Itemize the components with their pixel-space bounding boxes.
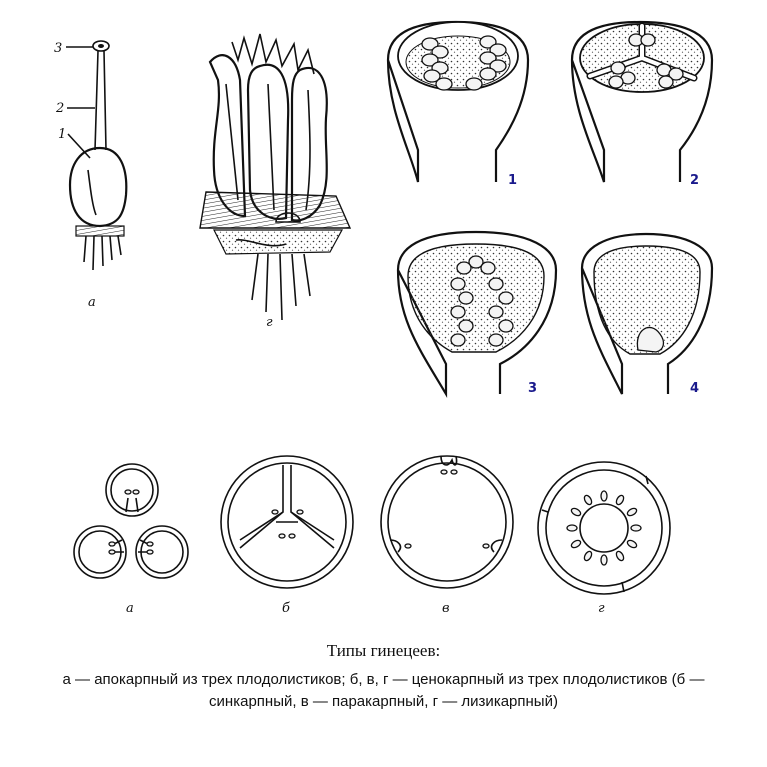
cross-section-syncarpous xyxy=(221,456,353,616)
pistil-label-ovary: 1 xyxy=(58,127,67,142)
panel-letter-pistil: а xyxy=(88,295,96,310)
ovary-section-1 xyxy=(388,22,528,188)
ovary-number-4: 4 xyxy=(690,381,700,396)
section-letter-a: а xyxy=(126,601,134,616)
ovary-section-2 xyxy=(572,22,712,188)
section-letter-g: г xyxy=(598,601,605,616)
caption-title: Типы гинецеев: xyxy=(326,641,441,660)
ovary-number-3: 3 xyxy=(528,381,538,396)
ovary-number-2: 2 xyxy=(690,173,700,188)
panel-letter-flower: г xyxy=(266,315,273,330)
section-letter-v: в xyxy=(442,601,450,616)
ovary-section-3 xyxy=(398,232,556,396)
cross-section-paracarpous xyxy=(381,456,513,616)
ovary-number-1: 1 xyxy=(508,173,518,188)
caption-line-2: синкарпный, в — паракарпный, г — лизикарпный) xyxy=(209,693,558,710)
caption-body xyxy=(0,669,767,713)
pistil-label-stigma: 3 xyxy=(54,41,63,56)
carpel-right xyxy=(136,526,188,578)
carpel-left xyxy=(74,526,126,578)
cross-section-lysicarpous xyxy=(538,462,670,616)
central-column-ovules xyxy=(567,491,641,565)
section-letter-b: б xyxy=(282,601,290,616)
flower-drawing xyxy=(200,34,350,330)
pistil-label-style: 2 xyxy=(56,101,65,116)
ovary-section-4 xyxy=(582,234,712,396)
cross-section-apocarpous xyxy=(74,464,188,616)
caption-line-1: а — апокарпный из трех плодолистиков; б, в, г — ценокарпный из трех плодолистиков (б — xyxy=(62,671,705,688)
carpel-top xyxy=(106,464,158,516)
pistil-drawing xyxy=(54,41,126,310)
